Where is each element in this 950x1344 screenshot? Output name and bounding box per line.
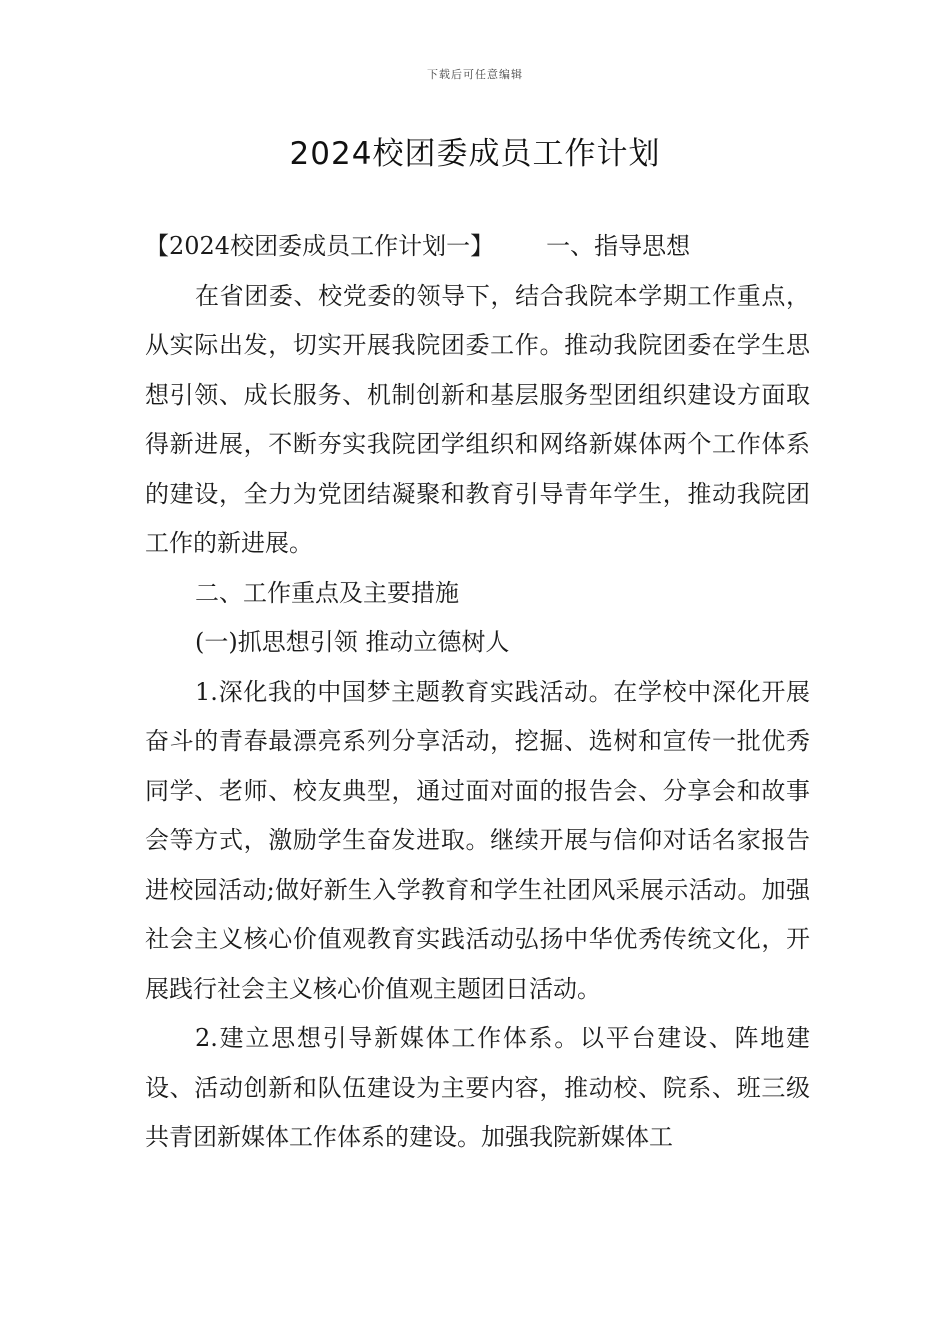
section-label: 【2024校团委成员工作计划一】 — [145, 232, 495, 260]
document-title: 2024校团委成员工作计划 — [289, 136, 661, 172]
heading-work-focus: 二、工作重点及主要措施 — [195, 578, 459, 607]
heading-ideological-guidance: (一)抓思想引领 推动立德树人 — [195, 628, 510, 656]
section-heading-line — [145, 222, 810, 272]
document-body — [145, 222, 810, 1163]
paragraph-guiding-thought: 在省团委、校党委的领导下，结合我院本学期工作重点，从实际出发，切实开展我院团委工作。推动我院团委在学生思想引领、成长服务、机制创新和基层服务型团组织建设方面取得新进展，不断夯实我院团学组织和网络新媒体两个工作体系的建设，全力为党团结凝聚和教育引导青年学生，推动我院团工作的新进展。 — [145, 281, 810, 557]
paragraph-item-2: 2.建立思想引导新媒体工作体系。以平台建设、阵地建设、活动创新和队伍建设为主要内容，推动校、院系、班三级共青团新媒体工作体系的建设。加强我院新媒体工 — [145, 1024, 810, 1151]
header-note: 下载后可任意编辑 — [427, 68, 523, 81]
heading-guiding-thought: 一、指导思想 — [546, 232, 691, 260]
paragraph-item-1: 1.深化我的中国梦主题教育实践活动。在学校中深化开展奋斗的青春最漂亮系列分享活动，挖掘、选树和宣传一批优秀同学、老师、校友典型，通过面对面的报告会、分享会和故事会等方式，激励学生奋发进取。继续开展与信仰对话名家报告进校园活动;做好新生入学教育和学生社团风采展示活动。加强社会主义核心价值观教育实践活动弘扬中华优秀传统文化，开展践行社会主义核心价值观主题团日活动。 — [145, 677, 810, 1003]
